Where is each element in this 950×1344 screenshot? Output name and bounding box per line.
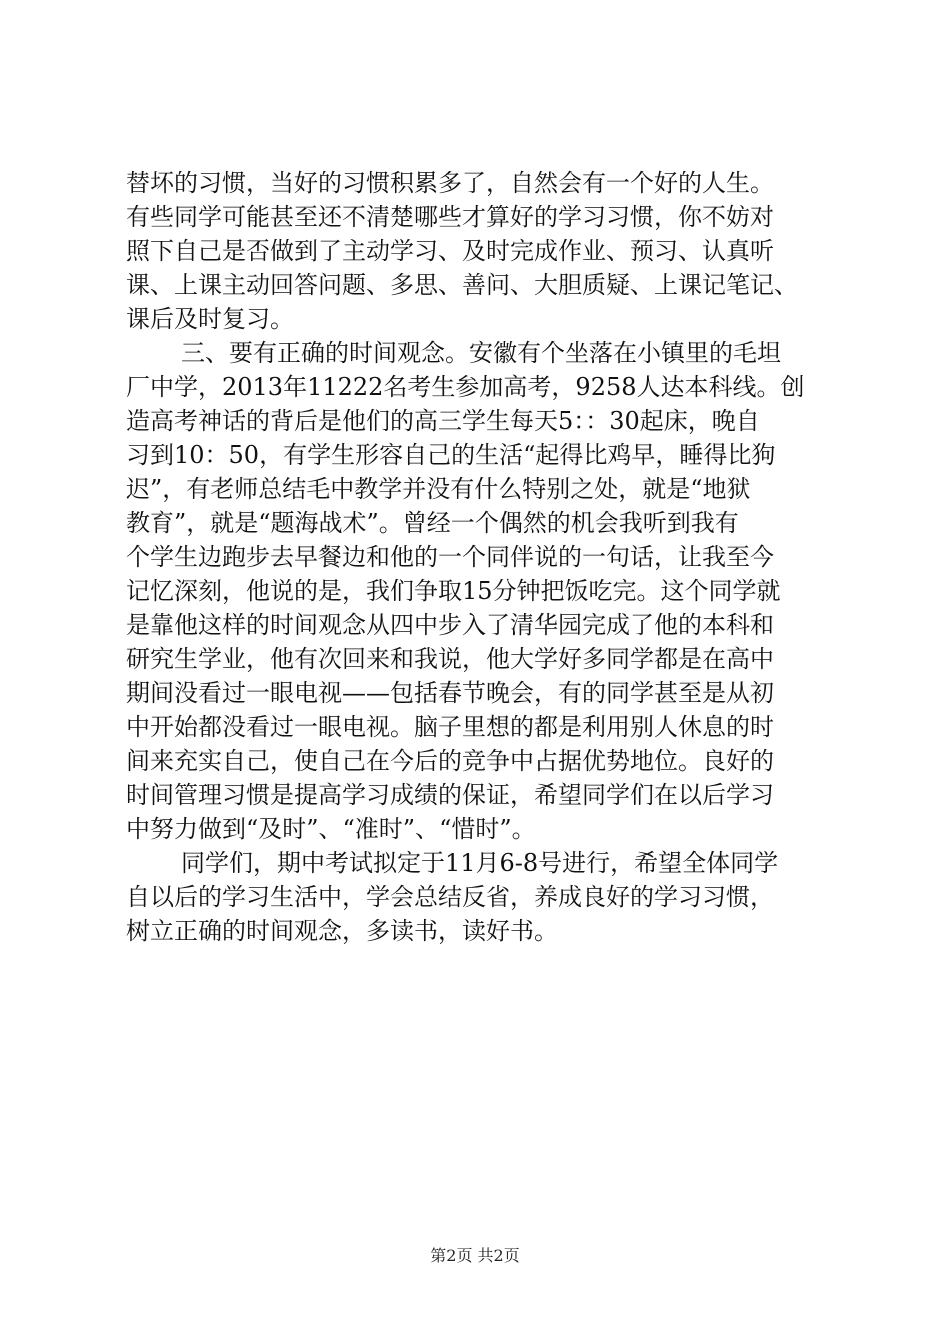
text-line: 照下自己是否做到了主动学习、及时完成作业、预习、认真听 <box>126 237 774 265</box>
text-line: 迟”，有老师总结毛中教学并没有什么特别之处，就是“地狱 <box>126 475 751 503</box>
paragraph-start-line: 三、要有正确的时间观念。安徽有个坐落在小镇里的毛坦 <box>181 339 781 367</box>
text-line: 间来充实自己，使自己在今后的竞争中占据优势地位。良好的 <box>126 747 774 775</box>
text-line: 个学生边跑步去早餐边和他的一个同伴说的一句话，让我至今 <box>126 543 774 571</box>
text-line: 研究生学业，他有次回来和我说，他大学好多同学都是在高中 <box>126 645 774 673</box>
text-line: 树立正确的时间观念，多读书，读好书。 <box>126 917 558 945</box>
text-line: 习到10：50，有学生形容自己的生活“起得比鸡早，睡得比狗 <box>126 441 776 469</box>
text-line: 替坏的习惯，当好的习惯积累多了，自然会有一个好的人生。 <box>126 169 774 197</box>
text-line: 中努力做到“及时”、“准时”、“惜时”。 <box>126 815 536 843</box>
text-line: 厂中学，2013年11222名考生参加高考，9258人达本科线。创 <box>126 373 805 401</box>
text-line: 自以后的学习生活中，学会总结反省，养成良好的学习习惯， <box>126 883 774 911</box>
text-line: 课后及时复习。 <box>126 305 294 333</box>
text-line: 中开始都没看过一眼电视。脑子里想的都是利用别人休息的时 <box>126 713 774 741</box>
page-number-footer: 第2页 共2页 <box>430 1246 520 1265</box>
text-line: 造高考神话的背后是他们的高三学生每天5：：30起床，晚自 <box>126 407 760 435</box>
text-line: 记忆深刻，他说的是，我们争取15分钟把饭吃完。这个同学就 <box>126 577 781 605</box>
text-line: 时间管理习惯是提高学习成绩的保证，希望同学们在以后学习 <box>126 781 774 809</box>
text-line: 课、上课主动回答问题、多思、善问、大胆质疑、上课记笔记、 <box>126 271 798 299</box>
paragraph-start-line: 同学们，期中考试拟定于11月6-8号进行，希望全体同学 <box>181 849 779 877</box>
document-body <box>126 166 856 948</box>
text-line: 期间没看过一眼电视——包括春节晚会，有的同学甚至是从初 <box>126 679 774 707</box>
text-line: 是靠他这样的时间观念从四中步入了清华园完成了他的本科和 <box>126 611 774 639</box>
text-line: 有些同学可能甚至还不清楚哪些才算好的学习习惯，你不妨对 <box>126 203 774 231</box>
text-line: 教育”，就是“题海战术”。曾经一个偶然的机会我听到我有 <box>126 509 739 537</box>
